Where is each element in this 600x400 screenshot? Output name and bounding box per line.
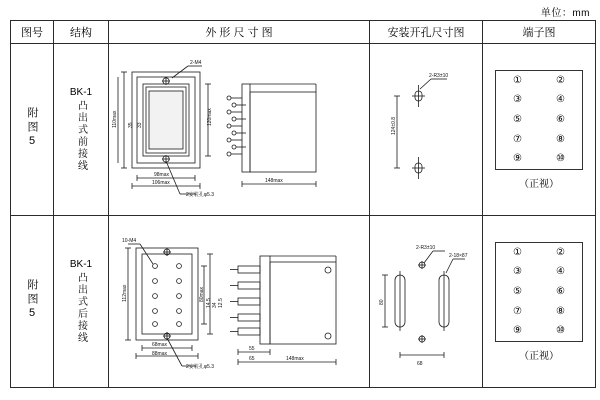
header-fig-no: 图号	[11, 21, 54, 44]
terminal-caption-2: （正视）	[519, 350, 559, 362]
fig-no-label-1: 附图5	[26, 106, 39, 150]
terminal-number: ②	[556, 246, 565, 258]
dim-33: 33	[137, 121, 143, 128]
model-label-1: BK-1	[69, 87, 93, 98]
dim-65: 65	[249, 355, 255, 362]
terminal-number: ④	[556, 266, 565, 278]
terminal-number: ⑧	[556, 133, 565, 145]
outline-drawing-2	[110, 226, 368, 378]
dim-mount-hole-note-2: 2安装孔φ5.3	[186, 363, 214, 370]
structure-cell-2	[54, 216, 109, 388]
outline-drawing-1	[110, 54, 368, 206]
dim-148max: 148max	[265, 177, 283, 184]
terminal-box-2	[495, 242, 583, 342]
mount-drawing-2	[371, 227, 481, 377]
dim-145: 14.5	[206, 297, 212, 308]
dim-68: 68	[417, 360, 423, 367]
table-row	[11, 216, 596, 388]
dim-125: 12.5	[218, 297, 224, 308]
mount-drawing-1	[371, 55, 481, 205]
terminal-number: ⑦	[513, 133, 522, 145]
terminal-number: ④	[556, 94, 565, 106]
terminal-number: ⑤	[513, 285, 522, 297]
header-mount-holes: 安装开孔尺寸图	[370, 21, 483, 44]
structure-desc-1: 凸出式前接线	[75, 100, 87, 172]
terminal-diagram-cell-1	[483, 44, 596, 216]
dim-80: 80	[379, 298, 385, 305]
terminal-number: ⑧	[556, 305, 565, 317]
terminal-number: ⑨	[513, 153, 522, 165]
terminal-number: ②	[556, 74, 565, 86]
structure-cell-1	[54, 44, 109, 216]
unit-label: 单位：mm	[540, 8, 590, 19]
dim-124: 124±0.8	[391, 116, 397, 135]
table-header-row	[11, 21, 596, 44]
dim-88max: 88max	[152, 350, 168, 357]
terminal-number: ③	[513, 94, 522, 106]
dim-148max-2: 148max	[286, 355, 304, 362]
dim-68max: 68max	[152, 341, 168, 348]
dim-2-m4: 2-M4	[190, 59, 202, 66]
fig-no-cell-1	[11, 44, 54, 216]
table-row	[11, 44, 596, 216]
structure-desc-2: 凸出式后接线	[75, 272, 87, 344]
dim-98max: 98max	[154, 171, 170, 178]
mount-drawing-cell-2	[370, 216, 483, 388]
terminal-number: ①	[513, 246, 522, 258]
terminal-number: ③	[513, 266, 522, 278]
dim-110max: 110max	[112, 110, 118, 128]
mount-drawing-cell-1	[370, 44, 483, 216]
fig-no-label-2: 附图5	[26, 278, 39, 322]
dim-55: 55	[249, 345, 255, 352]
header-terminals: 端子图	[483, 21, 596, 44]
terminal-diagram-cell-2	[483, 216, 596, 388]
terminal-number: ⑩	[556, 153, 565, 165]
model-label-2: BK-1	[69, 259, 93, 270]
terminal-caption-1: （正视）	[519, 178, 559, 190]
dim-10-m4: 10-M4	[122, 237, 137, 244]
dim-345: 34	[212, 301, 218, 308]
terminal-number: ⑤	[513, 113, 522, 125]
dim-80max: 80max	[199, 286, 205, 302]
dim-2-18x87: 2-18×87	[449, 252, 468, 259]
terminal-number: ⑦	[513, 305, 522, 317]
terminal-number: ⑨	[513, 325, 522, 337]
dim-106max: 106max	[152, 179, 170, 186]
header-structure: 结构	[54, 21, 109, 44]
outline-drawing-cell-2	[109, 216, 370, 388]
dimension-table	[10, 20, 596, 388]
dim-120max: 120max	[207, 107, 213, 126]
dim-35: 35	[128, 121, 134, 128]
terminal-number: ⑥	[556, 113, 565, 125]
terminal-box-1	[495, 70, 583, 170]
dim-112max: 112max	[122, 284, 128, 302]
outline-drawing-cell-1	[109, 44, 370, 216]
header-outline: 外 形 尺 寸 图	[109, 21, 370, 44]
dim-2r3-2: 2-R3±10	[416, 244, 436, 251]
terminal-number: ①	[513, 74, 522, 86]
fig-no-cell-2	[11, 216, 54, 388]
terminal-number: ⑩	[556, 325, 565, 337]
dim-mount-hole-note: 2安装孔φ5.3	[186, 191, 214, 198]
terminal-number: ⑥	[556, 285, 565, 297]
dim-2r3: 2-R3±10	[429, 72, 449, 79]
